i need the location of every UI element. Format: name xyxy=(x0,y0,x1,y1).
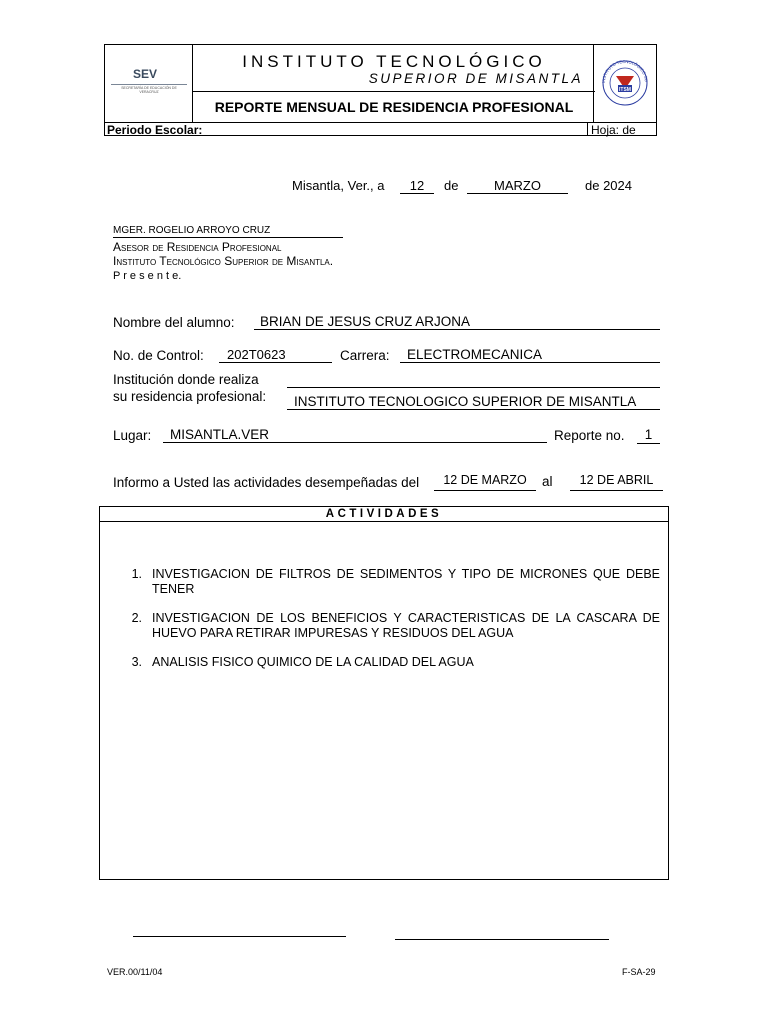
period-from: 12 DE MARZO xyxy=(434,473,536,491)
periodo-escolar-label xyxy=(107,123,202,137)
date-year: de 2024 xyxy=(585,178,632,193)
date-day: 12 xyxy=(400,178,434,194)
itsm-seal-icon xyxy=(594,45,656,121)
hoja-label: Hoja: de xyxy=(591,123,636,137)
activity-number: 3. xyxy=(131,655,142,669)
lugar-label: Lugar: xyxy=(113,428,152,443)
activity-text: ANALISIS FISICO QUIMICO DE LA CALIDAD DEL AGUA xyxy=(152,655,474,669)
activity-number: 1. xyxy=(131,567,142,581)
seal-initials: ITSM xyxy=(619,87,631,93)
informo-text: Informo a Usted las actividades desempeñadas del xyxy=(113,475,420,490)
report-title: REPORTE MENSUAL DE RESIDENCIA PROFESIONAL xyxy=(214,99,574,115)
reporte-value: 1 xyxy=(637,427,660,444)
control-value: 202T0623 xyxy=(219,347,332,363)
itsm-seal xyxy=(593,45,656,122)
footer-form-code: F-SA-29 xyxy=(622,967,656,977)
reporte-label: Reporte no. xyxy=(554,428,625,443)
sev-logo-text: SEV xyxy=(133,67,158,81)
lugar-value: MISANTLA.VER xyxy=(163,427,547,443)
advisor-name: MGER. ROGELIO ARROYO CRUZ xyxy=(113,225,343,238)
sev-logo-subtext: SECRETARÍA DE EDUCACIÓN DE VERACRUZ xyxy=(121,86,177,94)
student-name-label: Nombre del alumno: xyxy=(113,315,235,330)
activity-item xyxy=(128,611,660,643)
institute-name-line1: INSTITUTO TECNOLÓGICO xyxy=(242,52,546,71)
periodo-label-bold: Periodo Escolar: xyxy=(107,123,203,137)
carrera-value: ELECTROMECANICA xyxy=(400,347,660,363)
advisor-role: Asesor de Residencia Profesional xyxy=(113,240,282,254)
date-de-label: de xyxy=(444,178,459,193)
institution-label-line1: Institución donde realiza xyxy=(113,372,259,387)
activity-text: INVESTIGACION DE LOS BENEFICIOS Y CARACTERISTICAS DE LA CASCARA DE HUEVO PARA RETIRAR IMPURESAS Y RESIDUOS DEL AGUA xyxy=(152,611,660,640)
activities-box xyxy=(99,506,669,880)
period-al-label: al xyxy=(542,474,553,489)
activities-header: ACTIVIDADES xyxy=(100,507,668,522)
header-divider xyxy=(193,91,595,92)
advisor-institution: Instituto Tecnológico Superior de Misantla. xyxy=(113,254,334,268)
date-city-label: Misantla, Ver., a xyxy=(292,178,385,193)
period-to: 12 DE ABRIL xyxy=(570,473,663,491)
institution-blank-line xyxy=(287,372,660,388)
signature-line-right xyxy=(395,939,609,940)
activity-item xyxy=(128,655,660,671)
sev-logo-rule xyxy=(111,84,187,85)
presente-label: P r e s e n t e. xyxy=(113,270,182,282)
seal-arc-text: INSTITUTO TECNOLÓGICO SU xyxy=(600,58,649,84)
date-month: MARZO xyxy=(467,178,568,194)
carrera-label: Carrera: xyxy=(340,348,390,363)
activity-text: INVESTIGACION DE FILTROS DE SEDIMENTOS Y TIPO DE MICRONES QUE DEBE TENER xyxy=(152,567,660,596)
activity-item xyxy=(128,567,660,599)
institution-value: INSTITUTO TECNOLOGICO SUPERIOR DE MISANTLA xyxy=(287,394,660,410)
sev-logo xyxy=(105,45,193,122)
institution-label-line2: su residencia profesional: xyxy=(113,389,267,404)
institute-name-line2: SUPERIOR DE MISANTLA xyxy=(368,71,583,86)
activity-number: 2. xyxy=(131,611,142,625)
signature-line-left xyxy=(133,936,346,937)
control-label: No. de Control: xyxy=(113,348,204,363)
document-header xyxy=(104,44,657,136)
footer-version: VER.00/11/04 xyxy=(107,967,163,977)
student-name-value: BRIAN DE JESUS CRUZ ARJONA xyxy=(254,314,660,330)
